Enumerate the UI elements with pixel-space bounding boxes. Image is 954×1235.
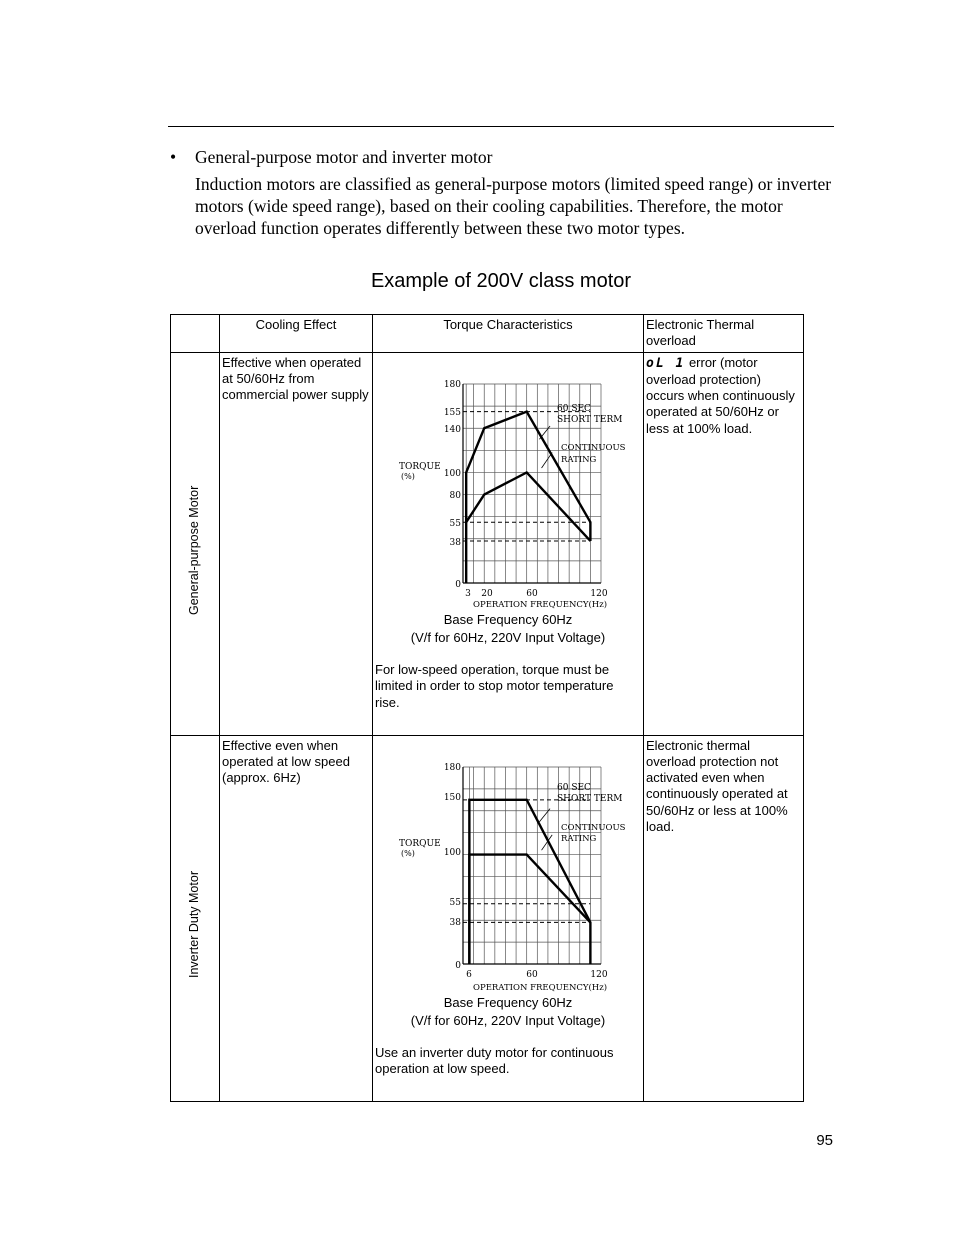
vf-note: (V/f for 60Hz, 220V Input Voltage): [410, 629, 606, 645]
x-tick-label: 3: [465, 588, 471, 599]
ol1-error-code: oL 1: [646, 355, 686, 371]
torque-chart-general: [377, 355, 639, 610]
x-axis-label: OPERATION FREQUENCY(Hz): [473, 982, 608, 993]
annotation-short-term: 60 SEC: [557, 403, 591, 414]
thermal-cell: Electronic thermal overload protection not activated even when continuously operated at 50/60Hz or less at 100% load.: [644, 735, 804, 1101]
y-tick-label: 55: [449, 897, 461, 908]
torque-note: Use an inverter duty motor for continuous operation at low speed.: [375, 1045, 614, 1077]
bullet-mark: •: [170, 147, 177, 167]
thermal-cell: [644, 352, 804, 735]
y-tick-label: 0: [455, 579, 461, 590]
motor-comparison-table: [170, 314, 804, 1102]
series-line-short-term: [466, 411, 590, 582]
header-row: [171, 315, 804, 353]
y-tick-label: 55: [449, 518, 461, 529]
x-axis-label: OPERATION FREQUENCY(Hz): [473, 599, 608, 610]
annotation-leader: [542, 452, 553, 467]
thermal-text: error (motor overload protection) occurs when continuously operated at 50/60Hz or less at 100% load.: [646, 354, 795, 436]
y-tick-label: 155: [443, 407, 461, 418]
y-tick-label: 140: [443, 424, 461, 435]
y-tick-label: 0: [455, 960, 461, 971]
row-label: General-purpose Motor: [187, 485, 201, 615]
annotation-short-term: SHORT TERM: [557, 793, 623, 804]
base-frequency: Base Frequency 60Hz: [443, 611, 573, 627]
cooling-cell: Effective even when operated at low speed (approx. 6Hz): [220, 735, 373, 1101]
y-axis-unit: (%): [401, 848, 415, 858]
table-row: [171, 352, 804, 735]
annotation-continuous: RATING: [561, 454, 597, 465]
x-tick-label: 60: [526, 588, 538, 599]
x-tick-label: 120: [590, 969, 608, 980]
series-line-continuous: [469, 854, 590, 963]
x-tick-label: 60: [526, 969, 538, 980]
row-label-cell: [171, 735, 220, 1101]
y-axis-unit: (%): [401, 471, 415, 481]
y-tick-label: 80: [449, 490, 461, 501]
torque-cell: [373, 735, 644, 1101]
corner-cell: [171, 315, 220, 353]
annotation-continuous: CONTINUOUS: [561, 822, 626, 833]
y-tick-label: 38: [449, 917, 461, 928]
header-torque: Torque Characteristics: [373, 315, 644, 353]
vf-note: (V/f for 60Hz, 220V Input Voltage): [410, 1012, 606, 1028]
cooling-cell: Effective when operated at 50/60Hz from commercial power supply: [220, 352, 373, 735]
y-tick-label: 180: [443, 379, 461, 390]
annotation-continuous: RATING: [561, 833, 597, 844]
header-cooling: Cooling Effect: [220, 315, 373, 353]
y-axis-label: TORQUE: [399, 838, 441, 849]
row-label-cell: [171, 352, 220, 735]
x-tick-label: 20: [481, 588, 493, 599]
y-axis-label: TORQUE: [399, 461, 441, 472]
annotation-short-term: SHORT TERM: [557, 414, 623, 425]
x-tick-label: 6: [466, 969, 472, 980]
y-tick-label: 150: [443, 792, 461, 803]
y-tick-label: 100: [443, 468, 461, 479]
torque-chart-inverter: [377, 738, 639, 993]
row-label: Inverter Duty Motor: [187, 870, 201, 978]
annotation-short-term: 60 SEC: [557, 782, 591, 793]
base-frequency: Base Frequency 60Hz: [443, 994, 573, 1010]
torque-note: For low-speed operation, torque must be limited in order to stop motor temperature rise.: [375, 662, 614, 710]
header-thermal: Electronic Thermal overload: [644, 315, 804, 353]
annotation-continuous: CONTINUOUS: [561, 442, 626, 453]
page-number: 95: [816, 1132, 833, 1149]
section-heading: General-purpose motor and inverter motor: [195, 147, 493, 167]
y-tick-label: 100: [443, 847, 461, 858]
torque-cell: [373, 352, 644, 735]
intro-paragraph: Induction motors are classified as general-purpose motors (limited speed range) or inverter motors (wide speed range), based on their cooling capabilities. Therefore, the motor overload function operates differently between these two motor types.: [195, 174, 832, 238]
y-tick-label: 180: [443, 762, 461, 773]
table-row: [171, 735, 804, 1101]
x-tick-label: 120: [590, 588, 608, 599]
header-rule: [168, 126, 834, 127]
y-tick-label: 38: [449, 537, 461, 548]
series-line-continuous: [466, 472, 590, 541]
table-caption: Example of 200V class motor: [370, 270, 632, 292]
